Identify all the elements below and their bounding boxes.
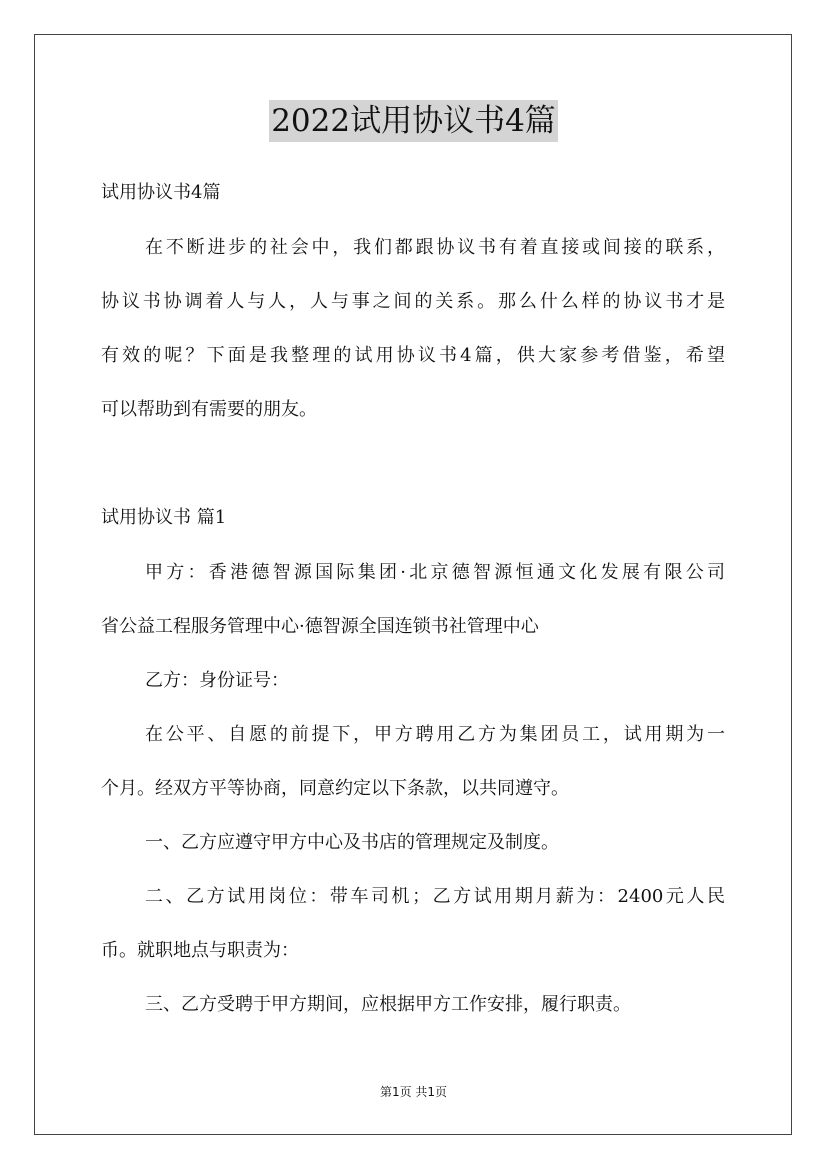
intro-line: 有效的呢？下面是我整理的试用协议书4篇，供大家参考借鉴，希望	[101, 345, 725, 366]
body-line: 币。就职地点与职责为：	[101, 940, 299, 961]
section-heading: 试用协议书 篇1	[101, 507, 227, 528]
body-line: 一、乙方应遵守甲方中心及书店的管理规定及制度。	[145, 832, 559, 853]
body-line: 二、乙方试用岗位：带车司机；乙方试用期月薪为：2400元人民	[145, 886, 725, 907]
intro-line: 在不断进步的社会中，我们都跟协议书有着直接或间接的联系，	[145, 237, 725, 258]
intro-line: 可以帮助到有需要的朋友。	[101, 399, 317, 420]
body-line: 三、乙方受聘于甲方期间，应根据甲方工作安排，履行职责。	[145, 994, 631, 1015]
body-line: 在公平、自愿的前提下，甲方聘用乙方为集团员工，试用期为一	[145, 724, 725, 745]
body-line: 乙方：身份证号：	[145, 670, 289, 691]
document-title: 2022试用协议书4篇	[269, 100, 558, 142]
document-title-block	[0, 100, 827, 142]
body-line: 甲方：香港德智源国际集团·北京德智源恒通文化发展有限公司	[145, 562, 725, 583]
document-subtitle: 试用协议书4篇	[101, 182, 221, 203]
page-footer: 第1页 共1页	[379, 1085, 448, 1099]
body-line: 个月。经双方平等协商，同意约定以下条款，以共同遵守。	[101, 778, 569, 799]
intro-line: 协议书协调着人与人，人与事之间的关系。那么什么样的协议书才是	[101, 291, 725, 312]
body-line: 省公益工程服务管理中心·德智源全国连锁书社管理中心	[101, 616, 539, 637]
